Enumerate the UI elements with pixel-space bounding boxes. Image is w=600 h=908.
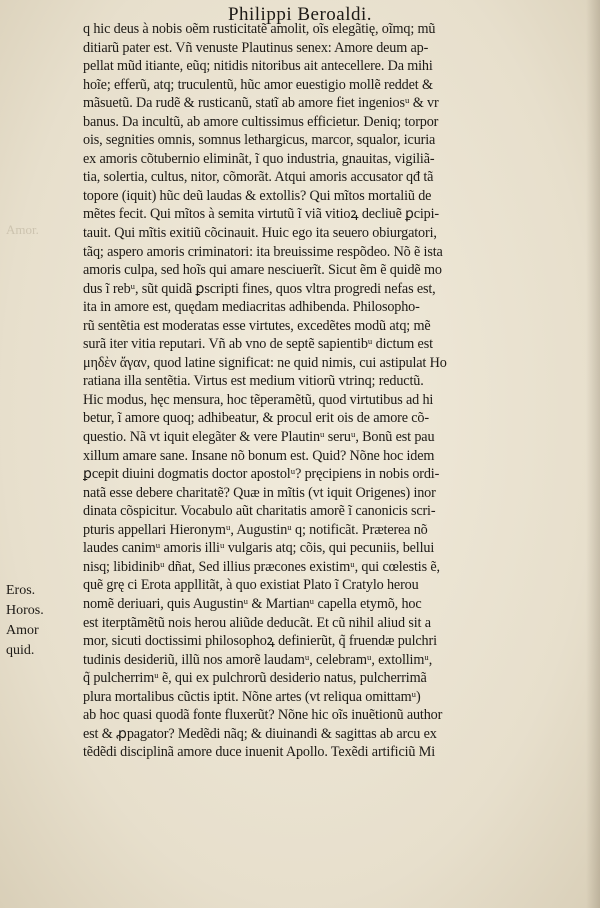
marginal-note: Horos. — [6, 603, 44, 618]
marginal-note: Eros. — [6, 583, 36, 598]
text-line: banus. Da incultũ, ab amore cultissimus efficietur. Deniq; torpor — [83, 113, 439, 130]
text-line: mẽtes fecit. Qui mĩtos à semita virtutũ ĩ viã vitioꝝ decliuẽ ꝑcipi- — [83, 206, 439, 223]
bleed-through-marginal-note: Amor. — [6, 222, 39, 237]
text-line: quẽ grę ci Erota appllitãt, à quo existiat Plato ĩ Cratylo herou — [83, 577, 419, 594]
text-line: est iterptãmẽtũ nois herou aliũde deducãt. Et cũ nihil aliud sit a — [83, 614, 431, 631]
text-line: tudinis desideriũ, illũ nos amorẽ laudamᵘ, celebramᵘ, extollimᵘ, — [83, 651, 433, 668]
marginal-note: Amor — [6, 623, 39, 638]
text-line: tia, solertia, cultus, nitor, cõmorãt. Atqui amoris accusator qđ tã — [83, 169, 434, 186]
text-line: pturis appellari Hieronymᵘ, Augustinᵘ q; notificãt. Præterea nõ — [83, 521, 428, 538]
text-line: Hic modus, hęc mensura, hoc tẽperamẽtũ, quod virtutibus ad hi — [83, 391, 434, 408]
text-line: mor, sicuti doctissimi philosophoꝝ definierũt, q̃ fruendæ pulchri — [83, 633, 437, 650]
text-line: μηδὲν ἄγαν, quod latine significat: ne quid nimis, cui astipulat Ho — [83, 354, 447, 371]
text-line: nisq; libidinibᵘ dñat, Sed illius præcones existimᵘ, qui cœlestis ẽ, — [83, 558, 440, 575]
text-line: topore (iquit) hũc deũ laudas & extollis? Qui mĩtos mortaliũ de — [83, 187, 432, 204]
text-line: ab hoc quasi quodã fonte fluxerũt? Nõne hic oĩs inuẽtionũ author — [83, 707, 443, 724]
text-line: tẽdẽdi disciplinã amore duce inuenit Apollo. Texẽdi artificiũ Mi — [83, 744, 436, 761]
text-line: surã iter vitia reputari. Vñ ab vno de septẽ sapientibᵘ dictum est — [83, 336, 433, 353]
page-edge-shadow — [586, 0, 600, 908]
text-line: est & ꝓpagator? Medẽdi nãq; & diuinandi & sagittas ab arcu ex — [83, 725, 437, 742]
text-line: hoĩe; efferũ, atq; truculentũ, hũc amor euestigio mollẽ reddet & — [83, 76, 433, 93]
text-line: q hic deus à nobis oẽm rusticitatẽ amolit, oĩs elegãtię, oĩmq; mũ — [83, 21, 436, 37]
text-line: laudes canimᵘ amoris illiᵘ vulgaris atq; cõis, qui pecuniis, bellui — [83, 540, 435, 557]
text-line: dus ĩ rebᵘ, sũt quidã ꝑscripti fines, quos vltra progredi nefas est, — [83, 280, 436, 297]
text-line: rũ sentẽtia est moderatas esse virtutes, excedẽtes modũ atq; mẽ — [83, 317, 431, 334]
text-line: ex amoris cõtubernio eliminãt, ĩ quo industria, gnauitas, vigiliã- — [83, 150, 435, 167]
text-line: amoris culpa, sed hoĩs qui amare nesciuerĩt. Sicut ẽm ẽ quidẽ mo — [83, 262, 442, 279]
text-line: nomẽ deriuari, quis Augustinᵘ & Martianᵘ capella etymõ, hoc — [83, 595, 422, 612]
text-line: q̃ pulcherrimᵘ ẽ, qui ex pulchrorũ desiderio natus, pulcherrimã — [83, 670, 427, 687]
text-line: dinata cõspicitur. Vocabulo aũt charitatis amorẽ ĩ canonicis scri- — [83, 503, 436, 520]
marginal-note: quid. — [6, 643, 35, 658]
text-line: plura mortalibus cũctis iptit. Nõne artes (vt reliqua omittamᵘ) — [83, 688, 421, 705]
text-line: mãsuetũ. Da rudẽ & rusticanũ, statĩ ab amore fiet ingeniosᵘ & vr — [83, 95, 439, 112]
text-line: ratiana illa sentẽtia. Virtus est medium vitiorũ vtrinq; reductũ. — [83, 373, 424, 390]
text-line: natã esse debere charitatẽ? Quæ in mĩtis (vt iquit Origenes) inor — [83, 484, 436, 501]
text-line: pellat mũd itiante, eũq; nitidis nitoribus ait antecellere. Da mihi — [83, 58, 433, 75]
text-line: questio. Nã vt iquit elegãter & vere Plautinᵘ seruᵘ, Bonũ est pau — [83, 429, 435, 446]
text-line: tãq; aspero amoris criminatori: ita breuissime respõdeo. Nõ ẽ ista — [83, 243, 443, 260]
text-line: ditiarũ pater est. Vñ venuste Plautinus senex: Amore deum ap- — [83, 39, 429, 56]
text-line: ois, segnities omnis, somnus lethargicus, marcor, squalor, icuria — [83, 132, 436, 149]
text-line: xillum amare sane. Insane nõ bonum est. Quid? Nõne hoc idem — [83, 447, 435, 464]
text-line: ita in amore est, quędam mediacritas adhibenda. Philosopho- — [83, 299, 420, 316]
marginal-notes — [6, 581, 78, 661]
text-line: ꝑcepit diuini dogmatis doctor apostolᵘ? pręcipiens in nobis ordi- — [83, 466, 440, 483]
running-head: Philippi Beroaldi. — [227, 4, 373, 25]
text-line: tauit. Qui mĩtis exitiũ cõcinauit. Huic ego ita seuero obiurgatori, — [83, 225, 437, 242]
body-text — [83, 20, 588, 762]
text-line: betur, ĩ amore quoq; adhibeatur, & procul erit ois de amore cõ- — [83, 410, 429, 427]
